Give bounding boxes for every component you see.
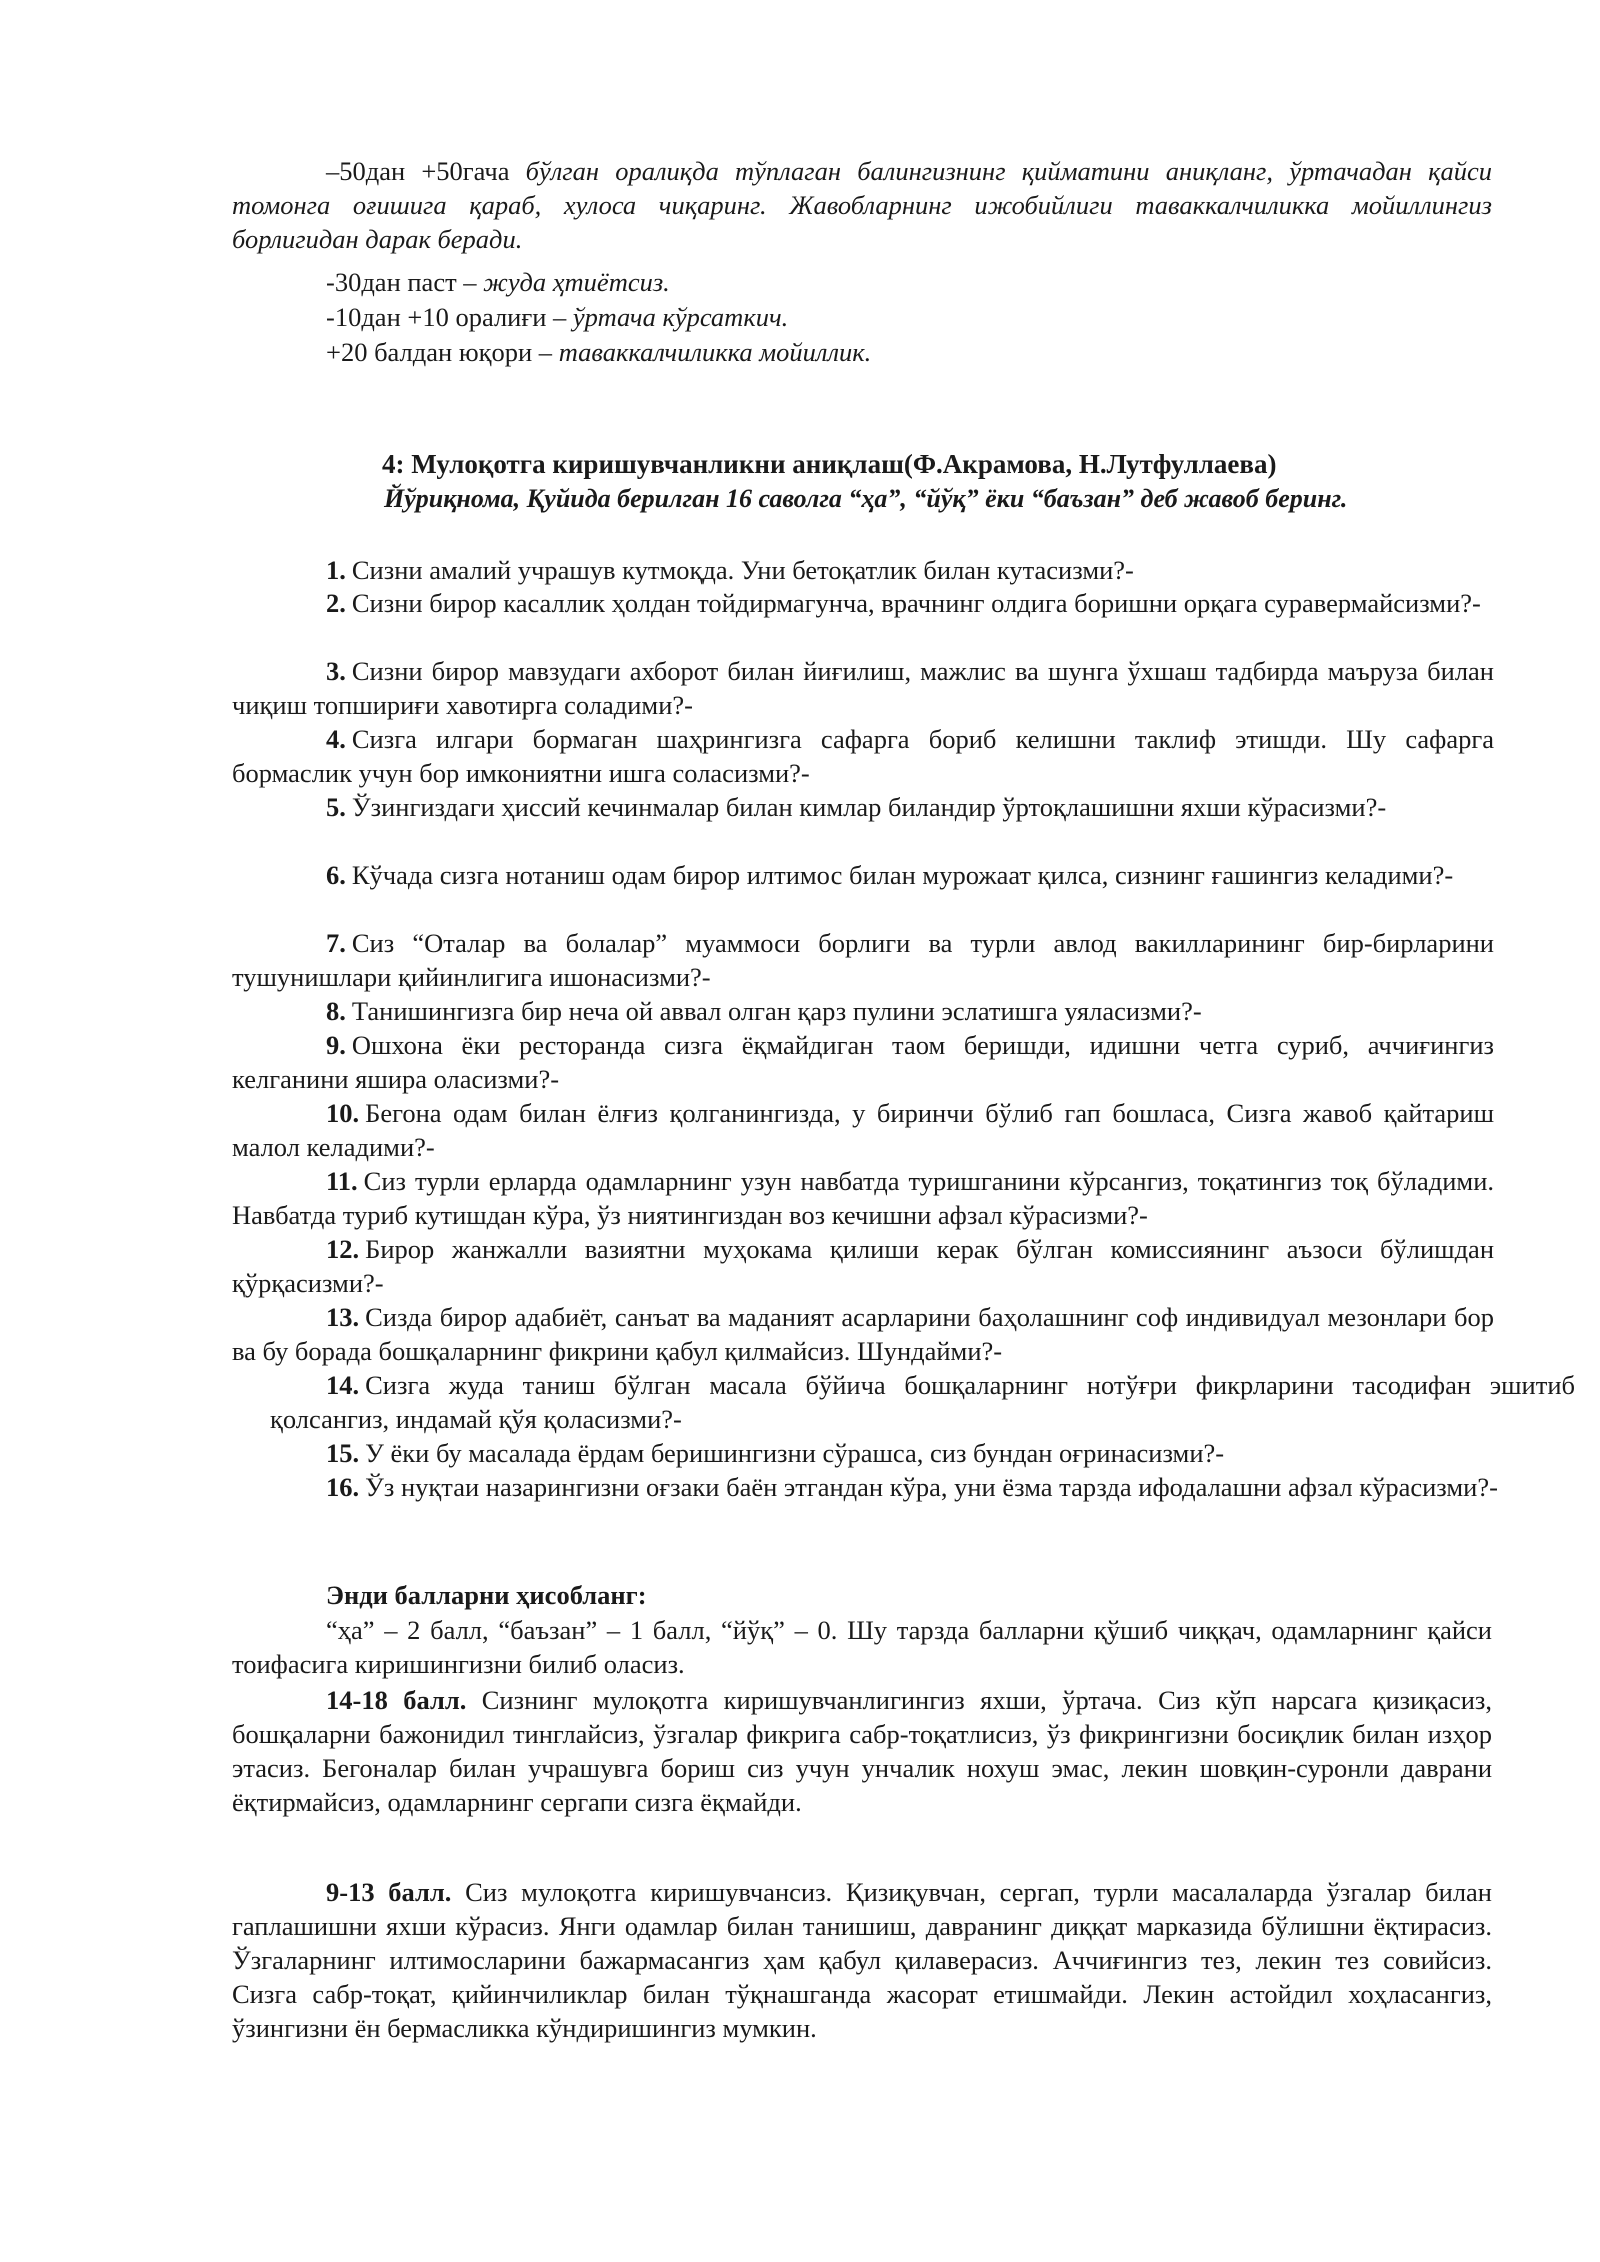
question-12: 12. Бирор жанжалли вазиятни муҳокама қилиши керак бўлган комиссиянинг аъзоси бўлишдан қўрқасизми?- [232,1234,1494,1298]
question-13: 13. Сизда бирор адабиёт, санъат ва маданият асарларини баҳолашнинг соф индивидуал мезонлари бор ва бу борада бошқаларнинг фикрини қабул қилмайсиз. Шундайми?- [232,1302,1494,1366]
result-range: 14-18 балл. [326,1685,467,1715]
question-7: 7. Сиз “Оталар ва болалар” муаммоси борлиги ва турли авлод вакилларининг бир-бирларини тушунишлари қийинлигига ишонасизми?- [232,928,1494,992]
scale-intro-italic: бўлган оралиқда тўплаган балингизнинг қийматини аниқланг, ўртачадан қайси томонга оғишига қараб, хулоса чиқаринг. Жавобларнинг ижобийлиги таваккалчиликка мойиллингиз борлигидан дарак беради. [232,156,1493,254]
question-8: 8. Танишингизга бир неча ой аввал олган қарз пулини эслатишга уяласизми?- [326,996,1202,1026]
scoring-rule: “ҳа” – 2 балл, “баъзан” – 1 балл, “йўқ” – 0. Шу тарзда балларни қўшиб чиққач, одамларнинг қайси тоифасига киришингизни билиб оласиз. [232,1615,1492,1679]
question-15: 15. У ёки бу масалада ёрдам беришингизни сўрашса, сиз бундан оғринасизми?- [326,1438,1225,1468]
range-line-1: -30дан паст – жуда ҳтиётсиз. [326,267,670,297]
scale-intro-plain: –50дан +50гача [326,156,526,186]
range-line-2: -10дан +10 оралиғи – ўртача кўрсаткич. [326,302,789,332]
question-3: 3. Сизни бирор мавзудаги ахборот билан йиғилиш, мажлис ва шунга ўхшаш тадбирда маъруза билан чиқиш топшириғи хавотирга соладими?- [232,656,1494,720]
question-2: 2. Сизни бирор касаллик ҳолдан тойдирмагунча, врачнинг олдига боришни орқага суравермайсизми?- [326,588,1481,618]
section-subtitle: Йўриқнома, Қуйида берилган 16 саволга “ҳа”, “йўқ” ёки “баъзан” деб жавоб беринг. [384,484,1348,513]
scale-intro-paragraph [232,154,1492,256]
result-range: 9-13 балл. [326,1877,452,1907]
question-9: 9. Ошхона ёки ресторанда сизга ёқмайдиган таом беришди, идишни четга суриб, аччиғингиз келганини яшира оласизми?- [232,1030,1494,1094]
question-16: 16. Ўз нуқтаи назарингизни оғзаки баён этгандан кўра, уни ёзма тарзда ифодалашни афзал кўрасизми?- [326,1472,1498,1502]
question-11: 11. Сиз турли ерларда одамларнинг узун навбатда туришганини кўрсангиз, тоқатингиз тоқ бўладими. Навбатда туриб кутишдан кўра, ўз ниятингиздан воз кечишни афзал кўрасизми?- [232,1166,1494,1230]
section-title: 4: Мулоқотга киришувчанликни аниқлаш(Ф.Акрамова, Н.Лутфуллаева) [382,449,1277,479]
result-9-13: 9-13 балл. Сиз мулоқотга киришувчансиз. Қизиқувчан, сергап, турли масалаларда ўзгалар билан гаплашишни яхши кўрасиз. Янги одамлар билан танишиш, давранинг диққат марказида бўлишни ёқтирасиз. Ўзгаларнинг илтимосларини бажармасангиз ҳам қабул қилаверасиз. Аччиғингиз тез, лекин тез совийсиз. Сизга сабр-тоқат, қийинчиликлар билан тўқнашганда жасорат етишмайди. Лекин астойдил хоҳласангиз, ўзингизни ён бермасликка кўндиришингиз мумкин. [232,1877,1492,2043]
question-14: 14. Сизга жуда таниш бўлган масала бўйича бошқаларнинг нотўғри фикрларини тасодифан эшитиб қолсангиз, индамай қўя қоласизми?- [270,1370,1575,1434]
question-1: 1. Сизни амалий учрашув кутмоқда. Уни бетоқатлик билан кутасизми?- [326,555,1134,585]
question-4: 4. Сизга илгари бормаган шаҳрингизга сафарга бориб келишни таклиф этишди. Шу сафарга бормаслик учун бор имкониятни ишга соласизми?- [232,724,1494,788]
question-6: 6. Кўчада сизга нотаниш одам бирор илтимос билан мурожаат қилса, сизнинг ғашингиз келадими?- [326,860,1454,890]
result-14-18: 14-18 балл. Сизнинг мулоқотга киришувчанлигингиз яхши, ўртача. Сиз кўп нарсага қизиқасиз, бошқаларни бажонидил тинглайсиз, ўзгалар фикрига сабр-тоқатлисиз, ўз фикрингизни босиқлик билан изҳор этасиз. Бегоналар билан учрашувга бориш сиз учун унчалик нохуш эмас, лекин шовқин-суронли даврани ёқтирмайсиз, одамларнинг сергапи сизга ёқмайди. [232,1685,1493,1817]
scoring-heading: Энди балларни ҳисобланг: [326,1580,647,1610]
range-line-3: +20 балдан юқори – таваккалчиликка мойиллик. [326,337,872,367]
question-5: 5. Ўзингиздаги ҳиссий кечинмалар билан кимлар биландир ўртоқлашишни яхши кўрасизми?- [326,792,1387,822]
question-10: 10. Бегона одам билан ёлғиз қолганингизда, у биринчи бўлиб гап бошласа, Сизга жавоб қайтариш малол келадими?- [232,1098,1494,1162]
